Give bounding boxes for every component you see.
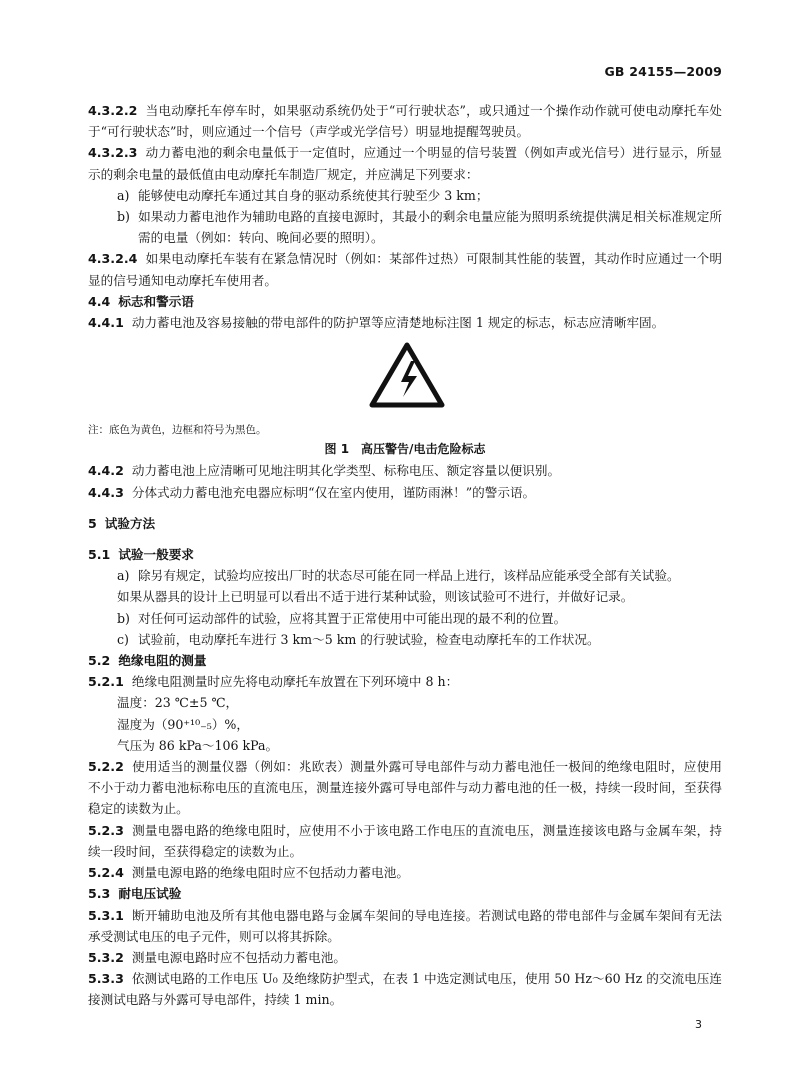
clause-5-2-1: 5.2.1 绝缘电阻测量时应先将电动摩托车放置在下列环境中 8 h： [88, 674, 459, 690]
clause-4-4-1: 4.4.1 动力蓄电池及容易接触的带电部件的防护罩等应清楚地标注图 1 规定的标志，标志应清晰牢固。 [88, 315, 665, 331]
section-heading-5-2: 5.2 绝缘电阻的测量 [88, 653, 207, 669]
clause-5-1-item-c: c) 试验前，电动摩托车进行 3 km～5 km 的行驶试验，检查电动摩托车的工作状况。 [117, 631, 600, 647]
figure-caption: 图 1 高压警告/电击危险标志 [324, 442, 486, 457]
condition-humidity: 湿度为（90⁺¹⁰₋₅）%， [117, 716, 249, 732]
clause-5-3-2: 5.3.2 测量电源电路时应不包括动力蓄电池。 [88, 949, 346, 965]
high-voltage-warning-icon [368, 341, 446, 409]
clause-4-3-2-3: 4.3.2.3 动力蓄电池的剩余电量低于一定值时，应通过一个明显的信号装置（例如声或光信号）进行显示，所显示的剩余电量的最低值由电动摩托车制造厂规定，并应满足下列要求： [88, 145, 722, 182]
document-body [88, 100, 722, 1011]
figure-note: 注：底色为黄色，边框和符号为黑色。 [88, 424, 267, 437]
condition-pressure: 气压为 86 kPa～106 kPa。 [117, 737, 279, 753]
clause-4-3-2-4: 4.3.2.4 如果电动摩托车装有在紧急情况时（例如：某部件过热）可限制其性能的装置，其动作时应通过一个明显的信号通知电动摩托车使用者。 [88, 251, 722, 288]
clause-5-2-2: 5.2.2 使用适当的测量仪器（例如：兆欧表）测量外露可导电部件与动力蓄电池任一极间的绝缘电阻时，应使用不小于动力蓄电池标称电压的直流电压，测量连接外露可导电部件与动力蓄电池的任一极，持续一段时间，至获得稳定的读数为止。 [88, 759, 722, 817]
figure-1 [88, 333, 722, 421]
clause-4-3-2-3-item-a: a) 能够使电动摩托车通过其自身的驱动系统使其行驶至少 3 km； [117, 187, 489, 203]
clause-4-3-2-2: 4.3.2.2 当电动摩托车停车时，如果驱动系统仍处于“可行驶状态”，或只通过一个操作动作就可使电动摩托车处于“可行驶状态”时，则应通过一个信号（声学或光学信号）明显地提醒驾驶员。 [88, 103, 722, 140]
clause-5-1-item-a: a) 除另有规定，试验均应按出厂时的状态尽可能在同一样品上进行，该样品应能承受全部有关试验。 [117, 568, 680, 584]
clause-5-2-3: 5.2.3 测量电器电路的绝缘电阻时，应使用不小于该电路工作电压的直流电压，测量连接该电路与金属车架，持续一段时间，至获得稳定的读数为止。 [88, 822, 722, 859]
page-number: 3 [695, 1018, 702, 1031]
clause-4-4-3: 4.4.3 分体式动力蓄电池充电器应标明“仅在室内使用，谨防雨淋！”的警示语。 [88, 484, 536, 500]
section-heading-5: 5 试验方法 [88, 515, 156, 531]
standard-number: GB 24155—2009 [604, 64, 722, 79]
section-heading-5-1: 5.1 试验一般要求 [88, 547, 194, 563]
clause-5-3-3: 5.3.3 依测试电路的工作电压 U₀ 及绝缘防护型式，在表 1 中选定测试电压，使用 50 Hz～60 Hz 的交流电压连接测试电路与外露可导电部件，持续 1 min。 [88, 971, 722, 1008]
clause-5-1-item-b: b) 对任何可运动部件的试验，应将其置于正常使用中可能出现的最不利的位置。 [117, 610, 567, 626]
section-heading-4-4: 4.4 标志和警示语 [88, 293, 194, 309]
section-heading-5-3: 5.3 耐电压试验 [88, 886, 182, 902]
clause-4-4-2: 4.4.2 动力蓄电池上应清晰可见地注明其化学类型、标称电压、额定容量以便识别。 [88, 463, 561, 479]
clause-5-2-4: 5.2.4 测量电源电路的绝缘电阻时应不包括动力蓄电池。 [88, 865, 409, 881]
condition-temperature: 温度：23 ℃±5 ℃， [117, 695, 239, 711]
clause-4-3-2-3-item-b: b) 如果动力蓄电池作为辅助电路的直接电源时，其最小的剩余电量应能为照明系统提供满足相关标准规定所需的电量（例如：转向、晚间必要的照明）。 [117, 209, 722, 246]
clause-5-1-item-a-note: 如果从器具的设计上已明显可以看出不适于进行某种试验，则该试验可不进行，并做好记录。 [117, 589, 634, 605]
clause-5-3-1: 5.3.1 断开辅助电池及所有其他电器电路与金属车架间的导电连接。若测试电路的带电部件与金属车架间有无法承受测试电压的电子元件，则可以将其拆除。 [88, 907, 722, 944]
